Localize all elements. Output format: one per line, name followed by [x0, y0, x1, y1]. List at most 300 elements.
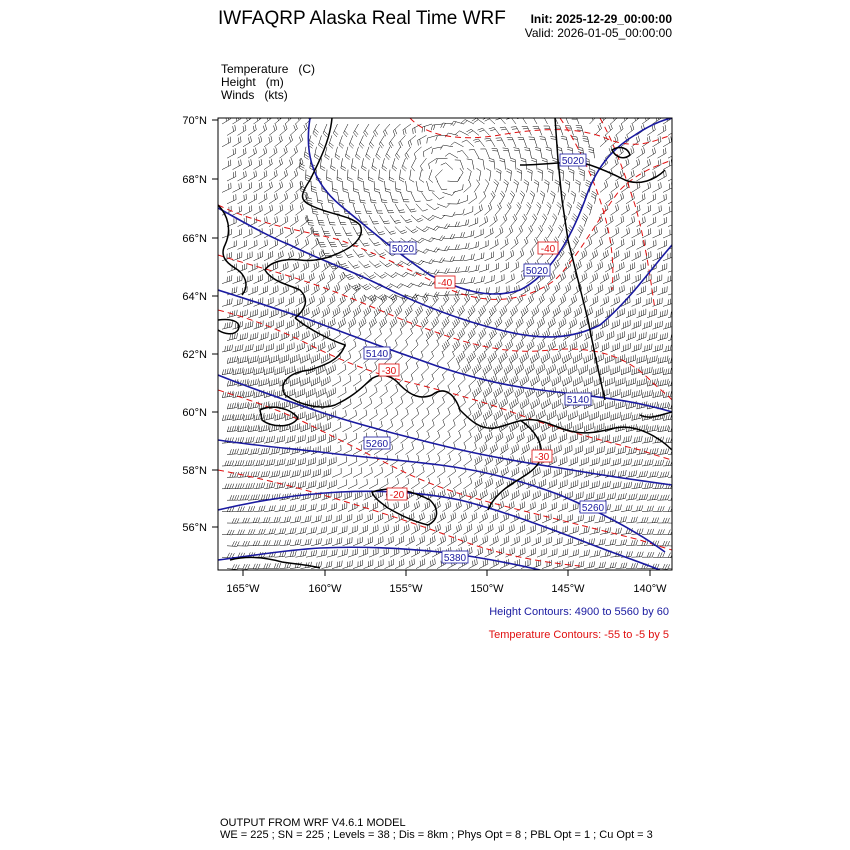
wind-barb: [353, 375, 361, 386]
model-footer: [220, 817, 653, 841]
wind-barb: [562, 353, 571, 364]
wind-barb: [411, 282, 424, 287]
wind-barb: [584, 376, 593, 386]
wind-barb: [301, 123, 308, 135]
wind-barb: [406, 444, 414, 455]
wind-barb: [511, 536, 520, 546]
wind-barb: [663, 183, 672, 193]
wind-barb: [534, 180, 539, 193]
wind-barb: [254, 367, 264, 375]
wind-barb: [285, 343, 294, 352]
wind-barb: [372, 158, 377, 171]
wind-barb: [327, 295, 335, 306]
wind-barb: [238, 240, 247, 249]
wind-barb: [259, 448, 270, 455]
wind-barb: [668, 217, 677, 226]
wind-barbs: [222, 112, 680, 570]
wind-barb: [354, 124, 359, 137]
wind-barb: [573, 237, 579, 250]
wind-barb: [227, 148, 236, 158]
wind-barb: [317, 296, 325, 307]
wind-barb: [432, 409, 440, 421]
wind-barb: [311, 376, 320, 386]
wind-barb: [290, 516, 301, 523]
wind-barb: [238, 495, 250, 501]
wind-barb: [427, 204, 440, 210]
wind-barb: [275, 251, 284, 261]
wind-barb: [663, 507, 675, 512]
wind-barb: [621, 505, 632, 512]
wind-barb: [548, 479, 557, 489]
wind-barb: [390, 409, 398, 420]
wind-barb: [269, 517, 280, 523]
lon-label: 160°W: [308, 583, 342, 595]
wind-barb: [390, 215, 401, 223]
wind-barb: [504, 386, 513, 398]
wind-barb: [222, 530, 234, 535]
wind-barb: [510, 306, 517, 318]
wind-barb: [595, 562, 606, 569]
wind-barb: [511, 490, 520, 500]
wind-barb: [511, 329, 518, 341]
wind-barb: [275, 412, 285, 420]
wind-barb: [317, 434, 326, 443]
wind-barb: [222, 345, 233, 352]
wind-barb: [616, 262, 625, 272]
wind-barb: [647, 471, 658, 477]
wind-barb: [530, 352, 539, 363]
wind-barb: [488, 398, 497, 410]
wind-barb: [485, 524, 494, 534]
wind-barb: [406, 375, 414, 387]
wind-barb: [552, 399, 561, 409]
wind-barb: [437, 535, 446, 545]
wind-barb: [642, 529, 654, 535]
wind-barb: [611, 204, 619, 215]
wind-barb: [504, 363, 513, 375]
wind-barb: [408, 135, 416, 146]
wind-barb: [637, 263, 646, 273]
wind-barb: [536, 387, 545, 398]
wind-barb: [238, 333, 248, 341]
wind-barb: [442, 340, 449, 352]
wind-barb: [553, 560, 563, 568]
wind-barb: [600, 181, 608, 192]
wind-barb: [647, 425, 658, 432]
wind-barb: [579, 273, 587, 284]
wind-barb: [536, 202, 541, 215]
wind-barb: [453, 317, 460, 329]
wind-barb: [658, 194, 667, 204]
wind-barb: [611, 273, 620, 283]
wind-barb: [311, 469, 321, 478]
wind-barb: [616, 239, 625, 250]
wind-barb: [506, 524, 515, 534]
temperature-contour-label: -40: [437, 278, 453, 289]
wind-barb: [248, 309, 258, 318]
wind-barb: [538, 169, 543, 181]
temperature-contour-label: -40: [540, 244, 556, 255]
wind-barb: [358, 170, 363, 182]
wind-barb: [264, 366, 274, 374]
wind-barb: [536, 410, 545, 421]
wind-barb: [548, 225, 553, 238]
wind-barb: [591, 191, 596, 204]
wind-barb: [227, 125, 236, 135]
wind-barb: [516, 317, 523, 329]
wind-barb: [338, 549, 348, 557]
wind-barb: [637, 355, 647, 363]
wind-barb: [536, 364, 545, 375]
wind-barb: [280, 516, 291, 523]
wind-barb: [348, 479, 357, 489]
wind-barb: [479, 306, 486, 318]
coastline: [218, 118, 672, 568]
wind-barb: [574, 445, 583, 454]
wind-barb: [243, 344, 253, 352]
wind-barb: [576, 125, 584, 135]
wind-barb: [285, 320, 294, 330]
wind-barb: [553, 468, 562, 478]
wind-barb: [542, 560, 552, 569]
wind-barb: [553, 306, 561, 317]
wind-barb: [290, 147, 298, 159]
wind-barb: [563, 376, 572, 386]
wind-barb: [290, 216, 298, 227]
wind-barb: [374, 513, 383, 523]
wind-barb: [416, 559, 425, 569]
wind-barb: [275, 343, 284, 352]
wind-barb: [269, 447, 280, 454]
wind-barb: [569, 549, 579, 557]
wind-barb: [469, 149, 479, 158]
wind-barb: [432, 432, 440, 443]
wind-barb: [389, 170, 394, 182]
wind-barb: [595, 515, 606, 523]
wind-barb: [432, 215, 445, 219]
wind-barb: [243, 136, 252, 147]
wind-barb: [296, 504, 307, 512]
wind-barb: [254, 483, 265, 489]
wind-barb: [653, 228, 662, 238]
wind-barb: [275, 528, 286, 534]
wind-barb: [353, 249, 364, 257]
wind-barb: [338, 526, 348, 535]
wind-barb: [385, 329, 392, 341]
wind-barb: [410, 170, 415, 183]
wind-barb: [516, 548, 525, 558]
wind-barb: [290, 124, 297, 136]
wind-barb: [473, 409, 482, 421]
wind-barb: [658, 310, 668, 318]
wind-barb: [509, 398, 518, 409]
wind-barb: [668, 426, 679, 432]
wind-barb: [584, 492, 594, 500]
wind-barb: [343, 560, 353, 568]
wind-barb: [511, 238, 519, 250]
wind-barb: [579, 526, 589, 534]
wind-barb: [584, 423, 593, 432]
wind-barb: [429, 170, 433, 183]
wind-barb: [327, 215, 336, 225]
wind-barb: [380, 215, 390, 224]
wind-barb: [422, 215, 435, 221]
wind-barb: [437, 420, 445, 432]
lon-label: 155°W: [389, 583, 423, 595]
wind-barb: [401, 432, 409, 443]
wind-barb: [448, 466, 456, 477]
wind-barb: [248, 355, 258, 363]
wind-barb: [616, 354, 625, 363]
wind-barb: [495, 432, 503, 443]
wind-barb: [632, 136, 640, 147]
wind-barb: [343, 422, 352, 432]
wind-barb: [422, 192, 433, 200]
wind-barb: [385, 467, 394, 478]
wind-barb: [605, 493, 616, 501]
wind-barb: [243, 413, 254, 420]
wind-barb: [322, 538, 332, 546]
wind-barb: [405, 147, 411, 160]
wind-barb: [506, 547, 515, 557]
wind-barb: [332, 307, 340, 318]
wind-barb: [406, 559, 415, 569]
wind-barb: [275, 482, 286, 489]
wind-barb: [626, 332, 635, 341]
wind-barb: [389, 135, 395, 148]
wind-barb: [637, 494, 648, 500]
wind-barb: [233, 483, 245, 489]
wind-barb: [269, 239, 278, 249]
wind-barb: [584, 261, 592, 272]
wind-barb: [420, 158, 426, 171]
wind-barb: [477, 351, 486, 363]
wind-barb: [327, 457, 336, 466]
wind-barb: [392, 158, 397, 171]
wind-barb: [600, 135, 607, 147]
wind-barb: [584, 284, 592, 295]
wind-barb: [259, 564, 271, 569]
wind-barb: [406, 204, 417, 212]
wind-barb: [411, 409, 419, 421]
wind-barb: [436, 170, 443, 182]
wind-barb: [668, 264, 678, 273]
wind-barb: [353, 560, 363, 569]
wind-barb: [488, 352, 497, 364]
lat-label: 62°N: [182, 349, 207, 361]
wind-barb: [553, 445, 562, 455]
wind-barb: [490, 263, 499, 272]
wind-barb: [520, 375, 529, 386]
wind-barb: [569, 341, 578, 352]
wind-barb: [472, 386, 481, 398]
wind-barb: [437, 181, 447, 190]
wind-barb: [233, 275, 243, 284]
wind-barb: [448, 267, 460, 272]
wind-barb: [345, 147, 350, 160]
wind-barb: [480, 149, 489, 158]
wind-barb: [442, 317, 449, 329]
wind-barb: [515, 409, 524, 420]
wind-barb: [285, 435, 295, 443]
wind-barb: [427, 135, 437, 143]
wind-barb: [227, 402, 238, 409]
wind-barb: [348, 318, 356, 329]
wind-barb: [432, 192, 444, 199]
temperature-contour-note: Temperature Contours: -55 to -5 by 5: [488, 629, 669, 641]
wind-barb: [380, 478, 389, 488]
wind-barb: [464, 432, 472, 443]
wind-barb: [547, 410, 556, 420]
wind-barb: [595, 285, 604, 296]
wind-barb: [269, 540, 281, 546]
wind-barb: [595, 123, 602, 135]
wind-barb: [579, 319, 588, 330]
wind-barb: [348, 295, 356, 307]
wind-barb: [275, 159, 283, 170]
wind-barb: [516, 340, 524, 352]
wind-barb: [227, 171, 236, 181]
wind-barb: [285, 458, 295, 466]
wind-barb: [359, 284, 371, 290]
wind-barb: [611, 343, 620, 352]
wind-barb: [338, 480, 347, 489]
wind-barb: [486, 168, 491, 181]
wind-barb: [472, 363, 481, 375]
wind-barb: [227, 356, 238, 363]
wind-barb: [563, 307, 571, 318]
wind-barb: [511, 444, 519, 455]
wind-barb: [642, 367, 652, 375]
wind-barb: [584, 238, 592, 249]
wind-barb: [605, 193, 613, 204]
wind-barb: [621, 251, 630, 261]
wind-barb: [558, 318, 566, 329]
wind-barb: [364, 467, 373, 477]
wind-barb: [668, 449, 680, 455]
wind-barb: [478, 128, 490, 135]
wind-barb: [416, 306, 423, 318]
wind-barb: [296, 527, 307, 534]
wind-barb: [469, 265, 480, 272]
wind-barb: [254, 274, 263, 283]
wind-barb: [243, 506, 255, 512]
wind-barb: [322, 227, 331, 236]
wind-barb: [527, 169, 532, 181]
wind-barb: [584, 353, 593, 363]
wind-barb: [642, 228, 651, 238]
wind-barb: [632, 274, 641, 284]
wind-barb: [348, 433, 357, 443]
wind-barb: [254, 459, 265, 466]
wind-barb: [399, 135, 406, 147]
wind-barb: [422, 363, 429, 375]
wind-barb: [494, 409, 503, 420]
wind-barb: [233, 206, 242, 216]
wind-barb: [569, 318, 577, 329]
wind-barb: [499, 158, 505, 170]
wind-barb: [443, 455, 451, 466]
field-winds-name: Winds: [221, 88, 255, 102]
wind-barb: [479, 513, 488, 524]
wind-barb: [259, 471, 270, 478]
wind-barb: [658, 425, 669, 432]
wind-barb: [445, 153, 458, 158]
wind-barb: [668, 310, 678, 318]
wind-barb: [348, 341, 356, 352]
wind-barb: [296, 204, 304, 215]
wind-barb: [322, 422, 331, 432]
wind-barb: [301, 215, 309, 226]
wind-barb: [348, 502, 357, 511]
wind-barb: [406, 181, 413, 192]
wind-barb: [626, 170, 634, 181]
wind-barb: [349, 135, 354, 148]
wind-barb: [395, 204, 405, 213]
wind-barb: [259, 540, 271, 546]
wind-barb: [243, 228, 252, 238]
wind-barb: [238, 356, 249, 364]
wind-barb: [516, 226, 523, 238]
wind-barb: [521, 306, 528, 318]
wind-barb: [332, 537, 342, 545]
wind-barb: [233, 414, 244, 421]
wind-barb: [616, 539, 627, 545]
wind-barb: [493, 363, 502, 375]
wind-barb: [254, 136, 262, 147]
wind-barb: [626, 494, 637, 501]
wind-barb: [632, 552, 644, 558]
wind-barb: [658, 564, 670, 569]
wind-barb: [494, 179, 499, 192]
wind-barb: [385, 181, 391, 193]
wind-barb: [668, 472, 680, 478]
wind-barb: [338, 364, 346, 375]
wind-barb: [238, 518, 250, 523]
wind-barb: [458, 266, 469, 272]
wind-barb: [353, 468, 362, 478]
wind-barb: [479, 264, 489, 272]
wind-barb: [605, 539, 616, 546]
wind-barb: [301, 354, 310, 364]
wind-barb: [222, 298, 232, 306]
wind-barb: [385, 559, 394, 569]
wind-barb: [548, 502, 557, 511]
wind-barb: [569, 526, 579, 534]
wind-barb: [411, 215, 423, 222]
wind-barb: [432, 147, 443, 154]
wind-barb: [369, 387, 377, 398]
wind-barb: [485, 179, 489, 192]
wind-barb: [401, 524, 410, 534]
wind-barb: [653, 552, 665, 557]
wind-barb: [520, 398, 529, 409]
wind-barb: [364, 329, 372, 341]
wind-barb: [338, 433, 347, 443]
wind-barb: [464, 254, 475, 261]
wind-barb: [311, 261, 319, 272]
wind-barb: [285, 366, 294, 375]
wind-barb: [611, 181, 619, 192]
wind-barb: [333, 124, 338, 137]
wind-barb: [280, 470, 291, 477]
wind-barb: [374, 329, 382, 341]
wind-barb: [332, 514, 342, 523]
wind-barb: [243, 252, 252, 261]
wind-barb: [359, 548, 368, 557]
wind-barb: [259, 240, 268, 250]
wind-barb: [464, 230, 475, 238]
